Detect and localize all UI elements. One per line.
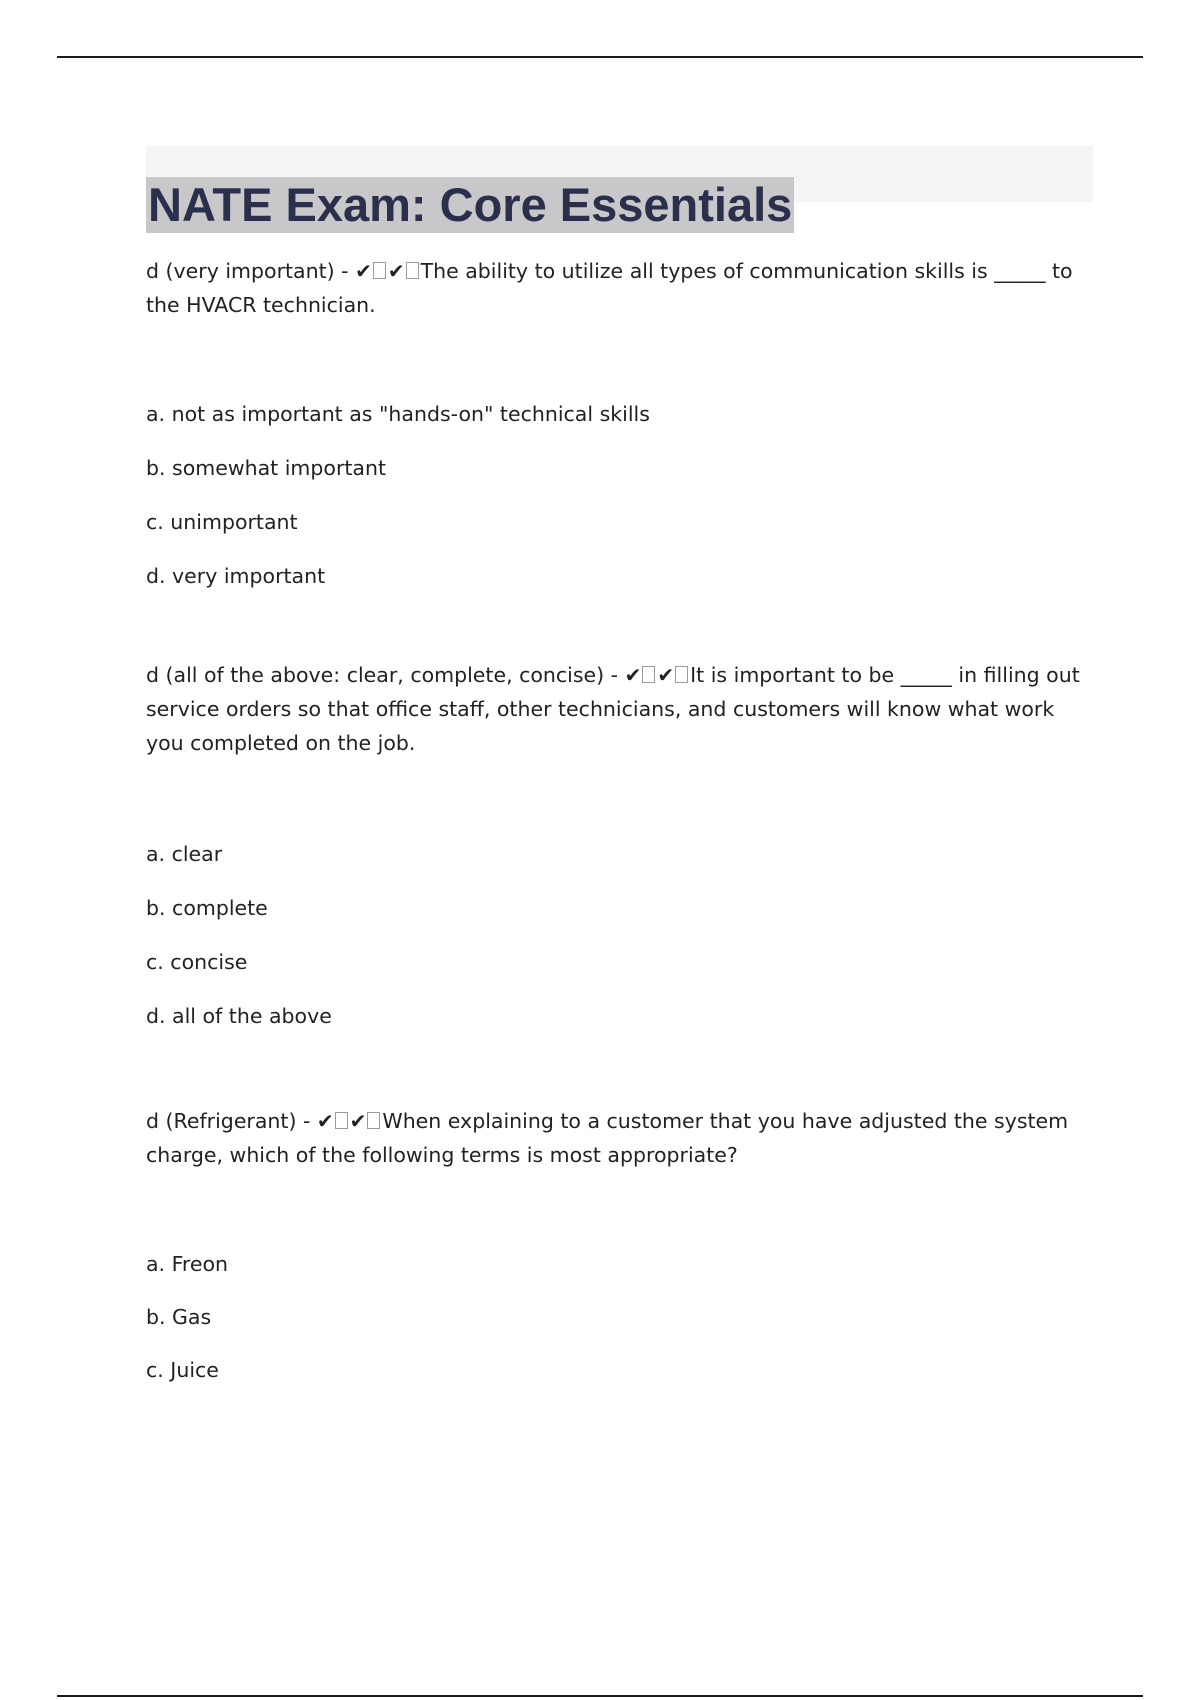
question-2	[146, 658, 1096, 760]
option-item: a. not as important as "hands-on" technical skills	[146, 402, 650, 426]
check-icon: ✔	[316, 1109, 334, 1133]
option-item: c. unimportant	[146, 510, 298, 534]
missing-glyph-icon	[373, 262, 386, 279]
option-item: d. all of the above	[146, 1004, 332, 1028]
option-item: c. concise	[146, 950, 248, 974]
missing-glyph-icon	[335, 1112, 348, 1129]
document-body	[146, 254, 1096, 1406]
question-3	[146, 1104, 1096, 1172]
missing-glyph-icon	[406, 262, 419, 279]
question-1-options	[146, 397, 1096, 593]
question-1	[146, 254, 1096, 322]
check-icon: ✔	[624, 663, 642, 687]
top-rule	[57, 56, 1143, 58]
page-title: NATE Exam: Core Essentials	[148, 178, 793, 232]
question-3-options	[146, 1247, 1096, 1387]
check-icon: ✔	[349, 1109, 367, 1133]
question-2-text: It is important to be _____ in filling out service orders so that office staff, other technicians, and customers will know what work you completed on the job.	[146, 663, 1080, 755]
option-item: d. very important	[146, 564, 326, 588]
check-icon: ✔	[387, 259, 405, 283]
check-icon: ✔	[355, 259, 372, 283]
question-2-options	[146, 837, 1096, 1033]
question-1-text: The ability to utilize all types of communication skills is _____ to the HVACR technician.	[146, 259, 1073, 317]
question-3-text: When explaining to a customer that you have adjusted the system charge, which of the following terms is most appropriate?	[146, 1109, 1069, 1167]
missing-glyph-icon	[675, 666, 688, 683]
check-icon: ✔	[657, 663, 675, 687]
option-item: a. clear	[146, 842, 223, 866]
option-item: a. Freon	[146, 1252, 229, 1276]
option-item: b. Gas	[146, 1305, 212, 1329]
missing-glyph-icon	[642, 666, 655, 683]
missing-glyph-icon	[367, 1112, 380, 1129]
bottom-rule	[57, 1695, 1143, 1697]
option-item: c. Juice	[146, 1358, 219, 1382]
question-2-answer: d (all of the above: clear, complete, concise) -	[146, 663, 625, 687]
question-1-answer: d (very important) -	[146, 259, 356, 283]
question-3-answer: d (Refrigerant) -	[146, 1109, 317, 1133]
option-item: b. somewhat important	[146, 456, 387, 480]
option-item: b. complete	[146, 896, 268, 920]
